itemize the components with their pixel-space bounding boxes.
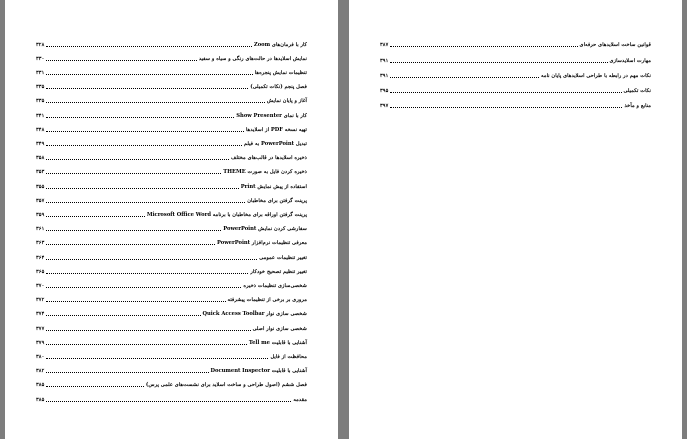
toc-entry-title: فصل ششم (اصول طراحی و ساخت اسلاید برای نشست‌های علمی پرس) [145,382,307,388]
toc-entry-title: ذخیره کردن فایل به صورت THEME [223,169,307,175]
toc-entry-page: ۳۴۸ [36,127,45,133]
toc-entry-page: ۳۹۷ [380,103,389,109]
toc-entry-title: تنظیمات نمایش پنجره‌ها [254,70,307,76]
toc-entry[interactable] [36,38,307,48]
toc-entry[interactable] [36,378,307,388]
toc-entry[interactable] [36,265,307,275]
toc-entry-title: آشنایی با قابلیت Document Inspector [210,368,307,374]
dot-leader [46,127,244,132]
toc-entry-page: ۳۵۸ [36,155,45,161]
toc-entry-title: محافظت از فایل [270,354,307,360]
toc-entry-title: شخصی سازی نوار Quick Access Toolbar [202,311,307,317]
toc-entry-title: تهیه نسخه PDF از اسلایدها [245,127,307,133]
dot-leader [46,354,268,359]
toc-entry-page: ۳۵۳ [36,169,45,175]
dot-leader [46,311,200,316]
toc-entry-page: ۳۴۱ [36,113,45,119]
toc-entry-title: پرینت گرفتن برای مخاطبان [247,198,307,204]
toc-entry[interactable] [36,350,307,360]
dot-leader [46,269,248,274]
toc-entry-page: ۳۷۴ [36,311,45,317]
toc-entry[interactable] [36,251,307,261]
toc-entry-title: مروری بر برخی از تنظیمات پیشرفته [227,297,307,303]
toc-entry[interactable] [36,52,307,62]
toc-entry-title: مقدمه [293,397,307,403]
toc-entry[interactable] [380,99,651,109]
dot-leader [46,226,221,231]
toc-entry[interactable] [380,54,651,64]
toc-entry-title: تبدیل PowerPoint به فیلم [243,141,307,147]
dot-leader [46,98,265,103]
toc-entry-page: ۳۸۵ [36,397,45,403]
dot-leader [46,113,234,118]
toc-entry[interactable] [36,208,307,218]
toc-entry-page: ۳۵۷ [36,198,45,204]
toc-entry[interactable] [36,393,307,403]
toc-entry-page: ۳۸۰ [36,354,45,360]
toc-entry-title: پرینت گرفتن اوراقه برای مخاطبان با برنامه Microsoft Office Word [146,212,307,218]
toc-entry-page: ۳۵۹ [36,212,45,218]
toc-page-left [5,0,338,439]
dot-leader [46,340,247,345]
dot-leader [46,184,238,189]
toc-entry[interactable] [36,364,307,374]
toc-entry[interactable] [36,80,307,90]
toc-entry[interactable] [36,336,307,346]
toc-entry-page: ۳۸۲ [36,368,45,374]
dot-leader [46,56,196,61]
toc-entry[interactable] [36,109,307,119]
toc-entry[interactable] [380,84,651,94]
toc-entry-title: منابع و مآخذ [624,103,651,109]
dot-leader [46,255,257,260]
toc-entry-page: ۳۶۳ [36,240,45,246]
toc-entry-page: ۳۷۲ [36,297,45,303]
dot-leader [390,88,621,93]
dot-leader [390,42,577,47]
dot-leader [46,212,144,217]
toc-entry[interactable] [36,137,307,147]
toc-entry[interactable] [380,38,651,48]
toc-entry-page: ۳۸۵ [36,382,45,388]
toc-entry[interactable] [36,194,307,204]
toc-entry-title: قوانین ساخت اسلایدهای حرفه‌ای [579,42,651,48]
dot-leader [390,73,539,78]
toc-entry-page: ۳۶۴ [36,255,45,261]
dot-leader [46,70,252,75]
toc-entry-title: آشنایی با قابلیت Tell me [248,340,307,346]
toc-entry-title: نمایش اسلایدها در حالت‌های رنگی و سیاه و سفید [198,56,307,62]
toc-entry[interactable] [380,69,651,79]
toc-entry-title: آغاز و پایان نمایش [266,98,307,104]
toc-entry-title: تغییر تنظیم تصحیح خودکار [250,269,307,275]
toc-entry-title: استفاده از پیش نمایش Print [240,184,307,190]
toc-entry-page: ۳۶۱ [36,226,45,232]
toc-entry[interactable] [36,293,307,303]
dot-leader [46,198,245,203]
toc-entry[interactable] [36,222,307,232]
toc-entry-page: ۳۴۹ [36,141,45,147]
toc-entry-page: ۳۶۵ [36,269,45,275]
toc-entry-page: ۳۹۱ [380,73,389,79]
dot-leader [46,397,291,402]
toc-entry[interactable] [36,279,307,289]
toc-entry-page: ۳۲۸ [36,42,45,48]
toc-entry-title: نکات مهم در رابطه با طراحی اسلایدهای پایان نامه [541,73,651,79]
toc-entry[interactable] [36,307,307,317]
toc-entry[interactable] [36,322,307,332]
toc-entry-title: نکات تکمیلی [623,88,651,94]
toc-entry-page: ۳۳۵ [36,98,45,104]
toc-entry-title: کار با نمای Show Presenter [236,113,307,119]
dot-leader [390,103,622,108]
toc-entry-page: ۳۳۵ [36,84,45,90]
dot-leader [46,42,252,47]
dot-leader [46,326,250,331]
toc-entry[interactable] [36,123,307,133]
dot-leader [390,58,607,63]
toc-entry-title: شخصی سازی نوار اصلی [252,326,307,332]
dot-leader [46,155,229,160]
dot-leader [46,368,208,373]
toc-entry[interactable] [36,236,307,246]
toc-entry-title: سفارشی کردن نمایش PowerPoint [223,226,307,232]
toc-entry[interactable] [36,180,307,190]
toc-entry[interactable] [36,66,307,76]
toc-entry-title: معرفی تنظیمات نرم‌افزار PowerPoint [217,240,307,246]
toc-page-right [349,0,682,439]
toc-entry-page: ۳۹۵ [380,88,389,94]
toc-entry-page: ۳۵۵ [36,184,45,190]
toc-entry-title: ذخیره اسلایدها در قالب‌های مختلف [231,155,307,161]
toc-entry-page: ۳۳۱ [36,70,45,76]
dot-leader [46,297,225,302]
dot-leader [46,141,242,146]
toc-entry-page: ۳۳۰ [36,56,45,62]
toc-entry-title: کار با فرمان‌های Zoom [253,42,307,48]
toc-entry[interactable] [36,165,307,175]
toc-entry-title: تغییر تنظیمات عمومی [259,255,307,261]
toc-entry-title: مهارت اسلایدسازی [609,58,651,64]
dot-leader [46,283,241,288]
toc-entry-title: فصل پنجم (نکات تکمیلی) [250,84,307,90]
dot-leader [46,84,248,89]
dot-leader [46,382,144,387]
toc-entry-page: ۳۷۷ [36,326,45,332]
toc-entry-page: ۳۷۹ [36,340,45,346]
toc-entry[interactable] [36,94,307,104]
toc-entry-page: ۳۷۰ [36,283,45,289]
toc-entry[interactable] [36,151,307,161]
toc-entry-page: ۳۸۷ [380,42,389,48]
toc-entry-page: ۳۹۱ [380,58,389,64]
toc-entry-title: شخصی‌سازی تنظیمات ذخیره [243,283,307,289]
dot-leader [46,169,221,174]
dot-leader [46,240,215,245]
